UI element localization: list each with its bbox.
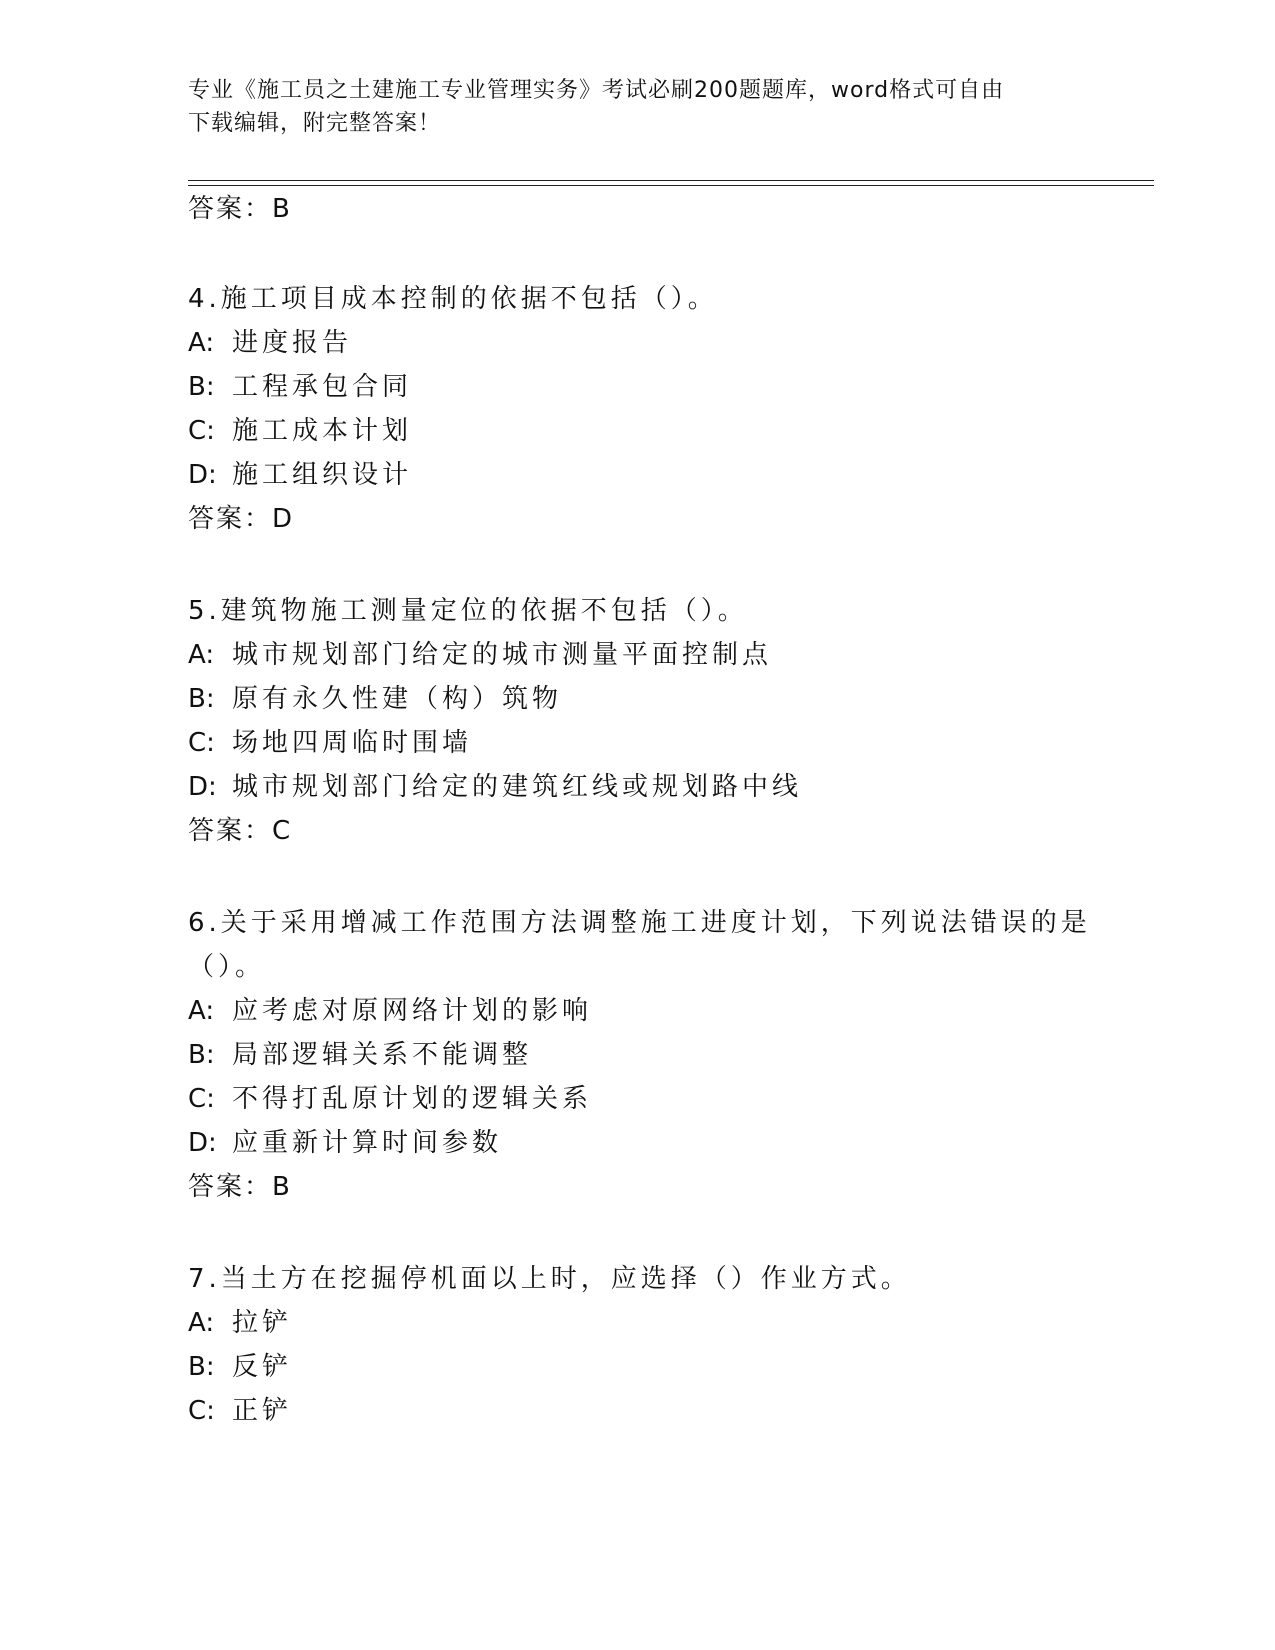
q6-option-d bbox=[188, 1126, 502, 1160]
q7-option-b bbox=[188, 1350, 292, 1384]
q5-option-d bbox=[188, 770, 802, 804]
option-text: 拉铲 bbox=[232, 1308, 293, 1338]
option-label: C: bbox=[188, 1084, 215, 1114]
option-text: 局部逻辑关系不能调整 bbox=[232, 1040, 533, 1070]
option-text: 施工组织设计 bbox=[232, 460, 413, 490]
q7-question: 7.当土方在挖掘停机面以上时，应选择（）作业方式。 bbox=[188, 1264, 911, 1294]
option-label: A: bbox=[188, 1308, 215, 1338]
q6-answer: 答案：B bbox=[188, 1172, 292, 1202]
q5-answer: 答案：C bbox=[188, 816, 293, 846]
option-label: B: bbox=[188, 372, 215, 402]
option-text: 城市规划部门给定的城市测量平面控制点 bbox=[232, 640, 773, 670]
option-text: 反铲 bbox=[232, 1352, 293, 1382]
q4-question: 4.施工项目成本控制的依据不包括（）。 bbox=[188, 284, 718, 314]
header-divider-bottom bbox=[188, 185, 1154, 186]
option-label: A: bbox=[188, 640, 215, 670]
q6-option-c bbox=[188, 1082, 592, 1116]
option-text: 进度报告 bbox=[232, 328, 353, 358]
option-label: A: bbox=[188, 328, 215, 358]
option-label: B: bbox=[188, 1352, 215, 1382]
option-text: 工程承包合同 bbox=[232, 372, 413, 402]
q7-option-c bbox=[188, 1394, 292, 1428]
option-label: D: bbox=[188, 460, 217, 490]
header-divider-top bbox=[188, 180, 1154, 181]
option-text: 施工成本计划 bbox=[232, 416, 413, 446]
q5-question: 5.建筑物施工测量定位的依据不包括（）。 bbox=[188, 596, 748, 626]
option-text: 场地四周临时围墙 bbox=[232, 728, 473, 758]
q3-answer: 答案：B bbox=[188, 194, 292, 224]
option-label: A: bbox=[188, 996, 215, 1026]
q6-question-line-2: （）。 bbox=[188, 952, 266, 982]
option-label: B: bbox=[188, 684, 215, 714]
option-label: B: bbox=[188, 1040, 215, 1070]
option-label: D: bbox=[188, 772, 217, 802]
option-label: C: bbox=[188, 1396, 215, 1426]
q5-option-c bbox=[188, 726, 472, 760]
option-text: 应重新计算时间参数 bbox=[232, 1128, 503, 1158]
option-label: C: bbox=[188, 416, 215, 446]
header-line-2: 下载编辑，附完整答案！ bbox=[188, 111, 442, 136]
document-header bbox=[188, 74, 1068, 140]
option-text: 城市规划部门给定的建筑红线或规划路中线 bbox=[232, 772, 803, 802]
q4-option-c bbox=[188, 414, 412, 448]
option-label: C: bbox=[188, 728, 215, 758]
q6-option-a bbox=[188, 994, 592, 1028]
q4-option-a bbox=[188, 326, 352, 360]
q4-answer: 答案：D bbox=[188, 504, 295, 534]
q7-option-a bbox=[188, 1306, 292, 1340]
option-label: D: bbox=[188, 1128, 217, 1158]
q6-question-line-1: 6.关于采用增减工作范围方法调整施工进度计划，下列说法错误的是 bbox=[188, 908, 1091, 938]
q6-option-b bbox=[188, 1038, 532, 1072]
q5-option-b bbox=[188, 682, 562, 716]
option-text: 正铲 bbox=[232, 1396, 293, 1426]
q5-option-a bbox=[188, 638, 772, 672]
q4-option-d bbox=[188, 458, 412, 492]
option-text: 原有永久性建（构）筑物 bbox=[232, 684, 563, 714]
option-text: 不得打乱原计划的逻辑关系 bbox=[232, 1084, 593, 1114]
header-line-1: 专业《施工员之土建施工专业管理实务》考试必刷200题题库，word格式可自由 bbox=[188, 78, 1005, 103]
option-text: 应考虑对原网络计划的影响 bbox=[232, 996, 593, 1026]
q4-option-b bbox=[188, 370, 412, 404]
